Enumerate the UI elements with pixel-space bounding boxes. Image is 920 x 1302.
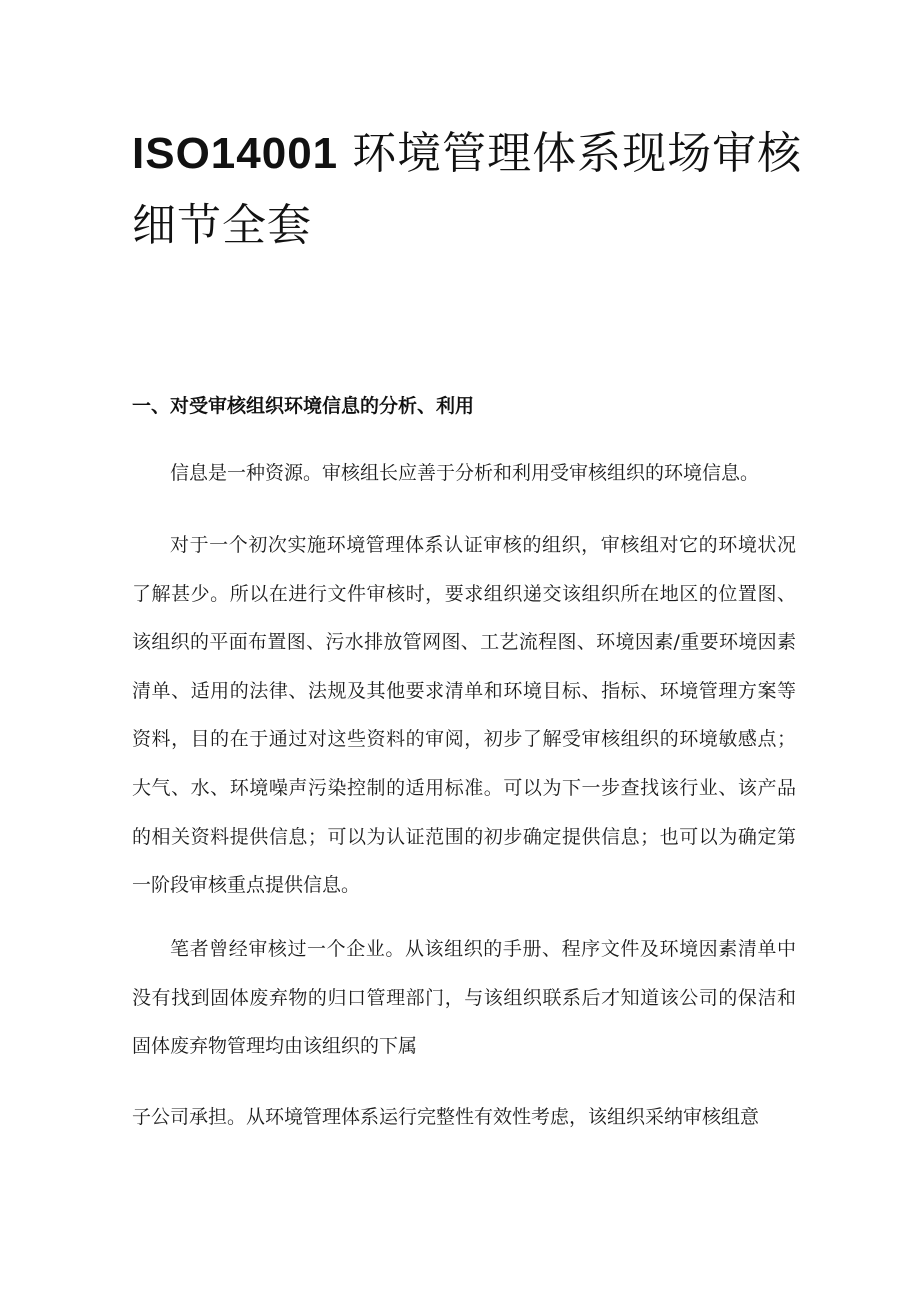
paragraph-1: 信息是一种资源。审核组长应善于分析和利用受审核组织的环境信息。: [170, 462, 760, 484]
document-title: [132, 118, 812, 262]
title-standard-code: ISO14001: [132, 129, 339, 178]
section-heading: 一、对受审核组织环境信息的分析、利用: [132, 395, 475, 417]
title-text: 环境管理体系现场审核细节全套: [132, 128, 803, 251]
paragraph-4: 子公司承担。从环境管理体系运行完整性有效性考虑，该组织采纳审核组意: [132, 1106, 760, 1128]
paragraph-3: 笔者曾经审核过一个企业。从该组织的手册、程序文件及环境因素清单中没有找到固体废弃物的归口管理部门，与该组织联系后才知道该公司的保洁和固体废弃物管理均由该组织的下属: [132, 938, 796, 1058]
paragraph-2: 对于一个初次实施环境管理体系认证审核的组织，审核组对它的环境状况了解甚少。所以在进行文件审核时，要求组织递交该组织所在地区的位置图、该组织的平面布置图、污水排放管网图、工艺流程图、环境因素/重要环境因素清单、适用的法律、法规及其他要求清单和环境目标、指标、环境管理方案等资料，目的在于通过对这些资料的审阅，初步了解受审核组织的环境敏感点；大气、水、环境噪声污染控制的适用标准。可以为下一步查找该行业、该产品的相关资料提供信息；可以为认证范围的初步确定提供信息；也可以为确定第一阶段审核重点提供信息。: [132, 534, 796, 897]
